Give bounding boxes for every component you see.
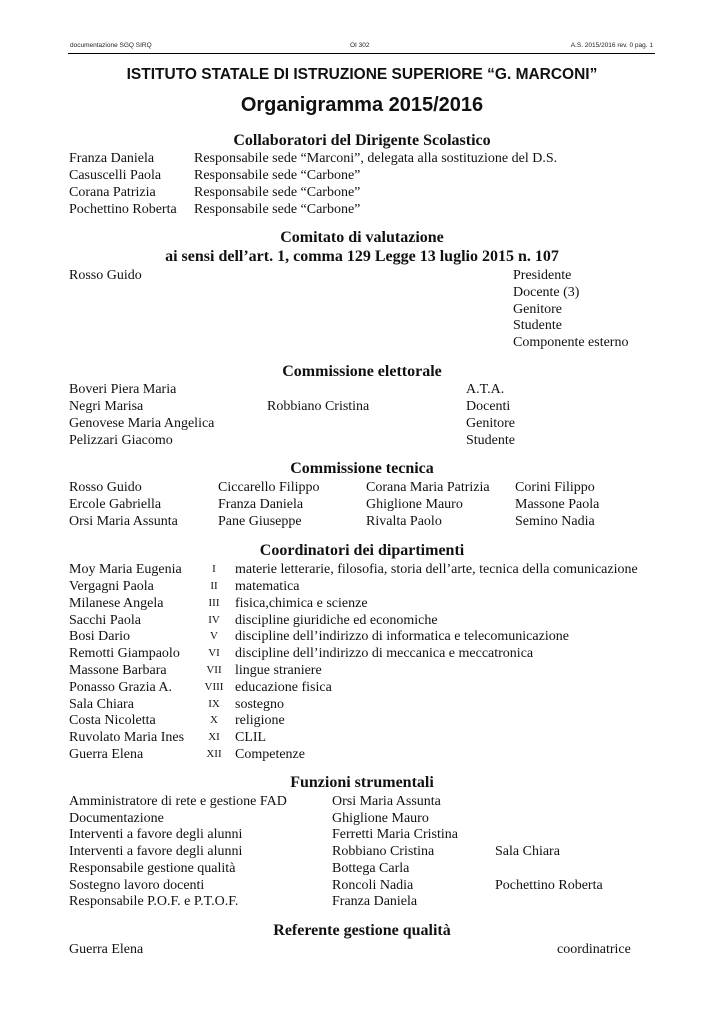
coordinatore-name: Ruvolato Maria Ines xyxy=(69,730,185,745)
header-center: OI 302 xyxy=(350,42,370,49)
coordinatore-name: Milanese Angela xyxy=(69,596,164,611)
referente-name: Guerra Elena xyxy=(69,942,144,957)
elettorale-name: Pelizzari Giacomo xyxy=(69,433,173,448)
collaboratore-name: Casuscelli Paola xyxy=(69,168,162,183)
department-subject: matematica xyxy=(235,579,300,594)
referente-role: coordinatrice xyxy=(557,942,631,957)
header-left: documentazione SGQ SIRQ xyxy=(70,42,152,49)
funzione-name-2: Sala Chiara xyxy=(495,844,560,859)
coordinatore-name: Vergagni Paola xyxy=(69,579,154,594)
collaboratore-role: Responsabile sede “Carbone” xyxy=(194,168,361,183)
funzione-name: Franza Daniela xyxy=(332,894,418,909)
coordinatore-name: Sacchi Paola xyxy=(69,613,141,628)
elettorale-role: Genitore xyxy=(466,416,515,431)
elettorale-name: Genovese Maria Angelica xyxy=(69,416,215,431)
department-number: II xyxy=(210,580,218,592)
coordinatore-name: Guerra Elena xyxy=(69,747,144,762)
funzione-area: Responsabile P.O.F. e P.T.O.F. xyxy=(69,894,239,909)
tecnica-member: Rivalta Paolo xyxy=(366,514,442,529)
comitato-role: Studente xyxy=(513,318,562,333)
department-number: IX xyxy=(208,698,220,710)
funzione-area: Sostegno lavoro docenti xyxy=(69,878,205,893)
department-number: VIII xyxy=(204,681,224,693)
elettorale-name-2: Robbiano Cristina xyxy=(267,399,370,414)
comitato-heading: Comitato di valutazione xyxy=(280,229,444,246)
collaboratore-role: Responsabile sede “Carbone” xyxy=(194,185,361,200)
tecnica-member: Rosso Guido xyxy=(69,480,142,495)
department-subject: fisica,chimica e scienze xyxy=(235,596,368,611)
department-subject: educazione fisica xyxy=(235,680,332,695)
coordinatore-name: Massone Barbara xyxy=(69,663,167,678)
department-number: IV xyxy=(208,614,220,626)
comitato-role: Presidente xyxy=(513,268,572,283)
tecnica-member: Corana Maria Patrizia xyxy=(366,480,490,495)
school-name: ISTITUTO STATALE DI ISTRUZIONE SUPERIORE “G. MARCONI” xyxy=(126,66,598,83)
coordinatore-name: Bosi Dario xyxy=(69,629,131,644)
tecnica-heading: Commissione tecnica xyxy=(290,460,434,477)
funzione-name-2: Pochettino Roberta xyxy=(495,878,603,893)
funzione-name: Robbiano Cristina xyxy=(332,844,435,859)
funzione-name: Bottega Carla xyxy=(332,861,410,876)
department-number: XII xyxy=(206,748,222,760)
elettorale-role: A.T.A. xyxy=(466,382,505,397)
comitato-role: Genitore xyxy=(513,302,562,317)
department-number: VI xyxy=(208,647,220,659)
tecnica-member: Corini Filippo xyxy=(515,480,595,495)
department-number: V xyxy=(210,630,218,642)
department-subject: discipline dell’indirizzo di meccanica e meccatronica xyxy=(235,646,534,661)
collaboratore-name: Corana Patrizia xyxy=(69,185,156,200)
funzione-area: Interventi a favore degli alunni xyxy=(69,827,243,842)
department-subject: materie letterarie, filosofia, storia dell’arte, tecnica della comunicazione xyxy=(235,562,638,577)
comitato-role: Docente (3) xyxy=(513,285,580,300)
coordinatore-name: Ponasso Grazia A. xyxy=(69,680,173,695)
department-subject: lingue straniere xyxy=(235,663,322,678)
elettorale-name: Negri Marisa xyxy=(69,399,144,414)
coordinatore-name: Remotti Giampaolo xyxy=(69,646,180,661)
elettorale-role: Docenti xyxy=(466,399,511,414)
funzioni-heading: Funzioni strumentali xyxy=(290,774,434,791)
department-subject: Competenze xyxy=(235,747,305,762)
tecnica-member: Semino Nadia xyxy=(515,514,595,529)
funzione-name: Roncoli Nadia xyxy=(332,878,414,893)
tecnica-member: Orsi Maria Assunta xyxy=(69,514,178,529)
funzione-name: Ghiglione Mauro xyxy=(332,811,429,826)
page-header xyxy=(68,40,655,54)
department-number: I xyxy=(212,563,216,575)
collaboratore-name: Franza Daniela xyxy=(69,151,155,166)
tecnica-member: Ghiglione Mauro xyxy=(366,497,463,512)
department-subject: CLIL xyxy=(235,730,267,745)
elettorale-name: Boveri Piera Maria xyxy=(69,382,177,397)
tecnica-member: Franza Daniela xyxy=(218,497,304,512)
tecnica-member: Massone Paola xyxy=(515,497,600,512)
coordinatore-name: Sala Chiara xyxy=(69,697,134,712)
collaboratore-role: Responsabile sede “Carbone” xyxy=(194,202,361,217)
funzione-area: Documentazione xyxy=(69,811,164,826)
collaboratori-heading: Collaboratori del Dirigente Scolastico xyxy=(233,132,491,149)
tecnica-member: Pane Giuseppe xyxy=(218,514,302,529)
funzione-area: Interventi a favore degli alunni xyxy=(69,844,243,859)
elettorale-role: Studente xyxy=(466,433,515,448)
collaboratore-role: Responsabile sede “Marconi”, delegata alla sostituzione del D.S. xyxy=(194,151,558,166)
department-number: XI xyxy=(208,731,220,743)
department-subject: discipline dell’indirizzo di informatica e telecomunicazione xyxy=(235,629,569,644)
comitato-role: Componente esterno xyxy=(513,335,629,350)
collaboratore-name: Pochettino Roberta xyxy=(69,202,177,217)
coordinatore-name: Costa Nicoletta xyxy=(69,713,156,728)
document-title: Organigramma 2015/2016 xyxy=(240,94,484,116)
elettorale-heading: Commissione elettorale xyxy=(282,363,442,380)
funzione-area: Responsabile gestione qualità xyxy=(69,861,236,876)
department-number: X xyxy=(210,714,218,726)
department-number: III xyxy=(208,597,220,609)
coordinatore-name: Moy Maria Eugenia xyxy=(69,562,182,577)
comitato-member: Rosso Guido xyxy=(69,268,142,283)
tecnica-member: Ercole Gabriella xyxy=(69,497,162,512)
department-subject: discipline giuridiche ed economiche xyxy=(235,613,438,628)
header-right: A.S. 2015/2016 rev. 0 pag. 1 xyxy=(570,42,653,49)
department-subject: sostegno xyxy=(235,697,284,712)
funzione-name: Ferretti Maria Cristina xyxy=(332,827,458,842)
dipartimenti-heading: Coordinatori dei dipartimenti xyxy=(259,542,465,559)
funzione-area: Amministratore di rete e gestione FAD xyxy=(69,794,287,809)
funzione-name: Orsi Maria Assunta xyxy=(332,794,441,809)
tecnica-member: Ciccarello Filippo xyxy=(218,480,320,495)
department-number: VII xyxy=(206,664,222,676)
department-subject: religione xyxy=(235,713,285,728)
referente-heading: Referente gestione qualità xyxy=(273,922,451,939)
comitato-subheading: ai sensi dell’art. 1, comma 129 Legge 13 luglio 2015 n. 107 xyxy=(165,248,559,265)
